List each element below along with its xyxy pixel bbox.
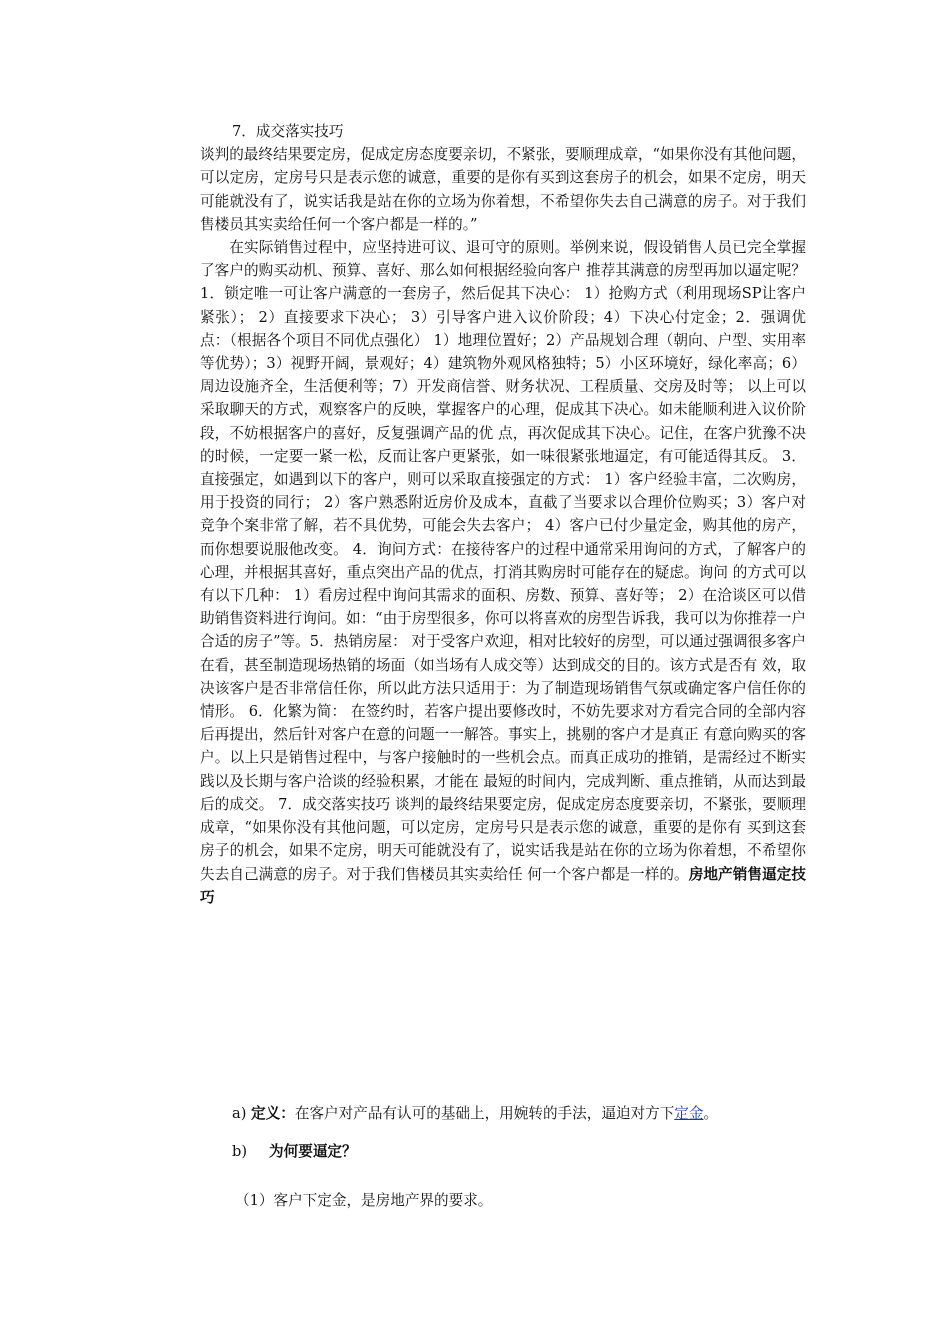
- definition-text: 在客户对产品有认可的基础上，用婉转的手法，逼迫对方下: [294, 1105, 675, 1122]
- list-item-why: [232, 1141, 357, 1163]
- paragraph-1: 谈判的最终结果要定房，促成定房态度要亲切，不紧张，要顺理成章，“如果你没有其他问题，可以定房，定房号只是表示您的诚意，重要的是你有买到这套房子的机会，如果不定房，明天可能就没有了，说实话我是站在你的立场为你着想，不希望你失去自己满意的房子。对于我们售楼员其实卖给任何一个客户都是一样的。”: [200, 146, 806, 233]
- document-body: [200, 120, 806, 909]
- paragraph-2-text: 在实际销售过程中，应坚持进可议、退可守的原则。举例来说，假设销售人员已完全掌握了客户的购买动机、预算、喜好、那么如何根据经验向客户 推荐其满意的房型再加以逼定呢？ 1．锁定唯一可让客户满意的一套房子，然后促其下决心： 1）抢购方式（利用现场SP让客户紧张）； 2）直接要求下决心； 3）引导客户进入议价阶段；4）下决心付定金；2．强调优点：（根据各个项目不同优点强化） 1）地理位置好；2）产品规划合理（朝向、户型、实用率等优势）；3）视野开阔，景观好；4）建筑物外观风格独特；5）小区环境好，绿化率高；6）周边设施齐全，生活便利等；7）开发商信誉、财务状况、工程质量、交房及时等； 以上可以采取聊天的方式，观察客户的反映，掌握客户的心理，促成其下决心。如未能顺利进入议价阶段，不妨根据客户的喜好，反复强调产品的优 点，再次促成其下决心。记住，在客户犹豫不决的时候，一定要一紧一松，反而让客户更紧张，如一味很紧张地逼定，有可能适得其反。 3．直接强定，如遇到以下的客户，则可以采取直接强定的方式： 1）客户经验丰富，二次购房，用于投资的同行； 2）客户熟悉附近房价及成本，直截了当要求以合理价位购买；3）客户对竞争个案非常了解，若不具优势，可能会失去客户； 4）客户已付少量定金，购其他的房产，而你想要说服他改变。 4．询问方式：在接待客户的过程中通常采用询问的方式，了解客户的心理，并根据其喜好，重点突出产品的优点，打消其购房时可能存在的疑虑。询问 的方式可以有以下几种： 1）看房过程中询问其需求的面积、房数、预算、喜好等； 2）在洽谈区可以借助销售资料进行询问。如：“由于房型很多，你可以将喜欢的房型告诉我，我可以为你推荐一户合适的房子”等。5．热销房屋： 对于受客户欢迎，相对比较好的房型，可以通过强调很多客户在看，甚至制造现场热销的场面（如当场有人成交等）达到成交的目的。该方式是否有 效，取决该客户是否非常信任你，所以此方法只适用于：为了制造现场销售气氛或确定客户信任你的情形。 6．化繁为简： 在签约时，若客户提出要修改时，不妨先要求对方看完合同的全部内容后再提出，然后针对客户在意的问题一一解答。事实上，挑剔的客户才是真正 有意向购买的客户。以上只是销售过程中，与客户接触时的一些机会点。而真正成功的推销，是需经过不断实践以及长期与客户洽谈的经验积累，才能在 最短的时间内，完成判断、重点推销，从而达到最后的成交。 7．成交落实技巧 谈判的最终结果要定房，促成定房态度要亲切，不紧张，要顺理成章，“如果你没有其他问题，可以定房，定房号只是表示您的诚意，重要的是你有 买到这套房子的机会，如果不定房，明天可能就没有了，说实话我是站在你的立场为你着想，不希望你失去自己满意的房子。对于我们售楼员其实卖给任 何一个客户都是一样的。: [200, 239, 806, 883]
- paragraph-2: [200, 236, 806, 909]
- item-marker-b: b): [232, 1143, 248, 1160]
- section-heading: 7．成交落实技巧: [232, 123, 344, 140]
- list-item-reason-1: [235, 1190, 492, 1212]
- bold-title: 房地产销售逼定技巧: [200, 865, 806, 906]
- reason-1-text: （1）客户下定金，是房地产界的要求。: [235, 1192, 493, 1209]
- definition-end: 。: [703, 1105, 719, 1122]
- list-item-definition: [232, 1103, 718, 1125]
- deposit-link[interactable]: 定金: [674, 1105, 704, 1122]
- definition-term: 定义：: [251, 1105, 295, 1122]
- why-heading: 为何要逼定？: [269, 1143, 357, 1160]
- item-marker-a: a): [232, 1105, 247, 1122]
